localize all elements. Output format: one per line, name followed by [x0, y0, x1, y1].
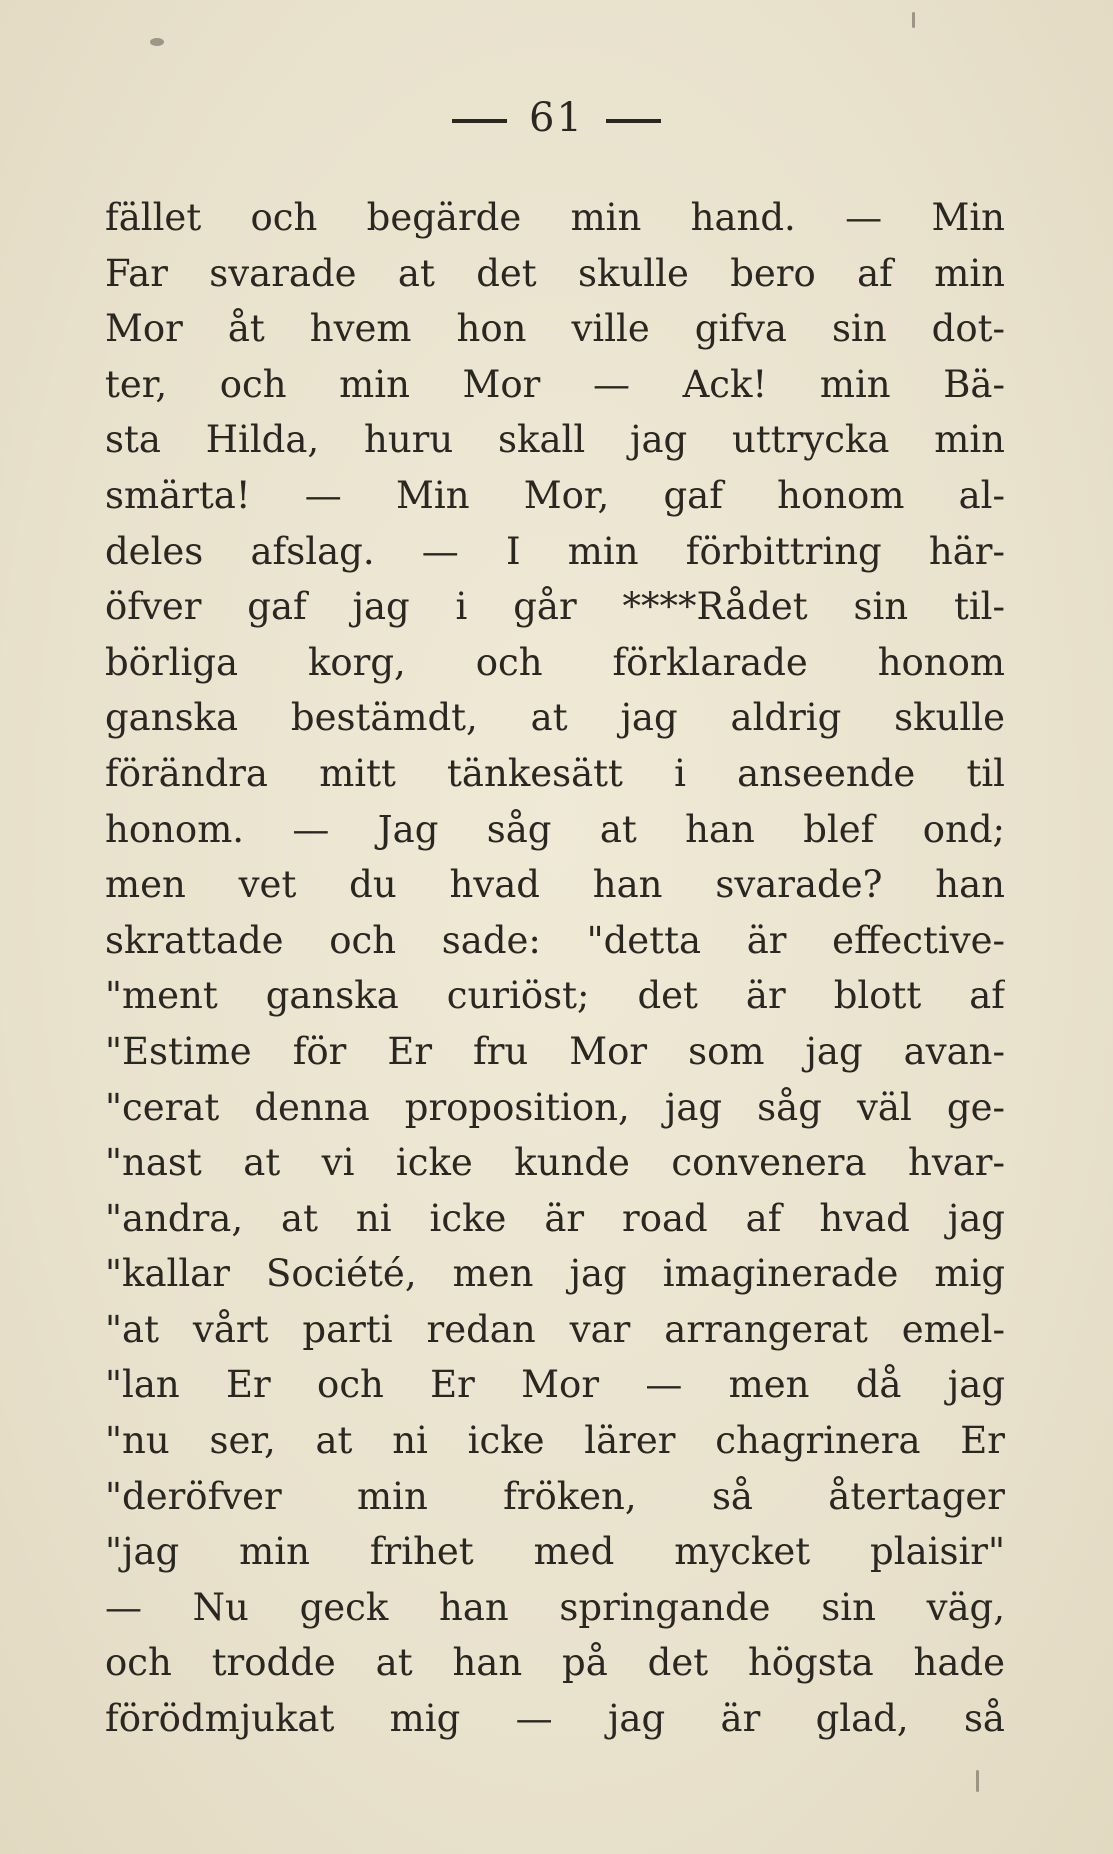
text-line: börliga korg, och förklarade honom	[105, 640, 1005, 684]
text-line: förändra mitt tänkesätt i anseende til	[105, 751, 1005, 795]
text-line: ganska bestämdt, at jag aldrig skulle	[105, 696, 1005, 740]
ink-spot	[976, 1770, 979, 1792]
ink-spot	[150, 38, 164, 46]
text-line: "kallar Société, men jag imaginerade mig	[105, 1252, 1005, 1296]
text-line: sta Hilda, huru skall jag uttrycka min	[105, 418, 1005, 462]
page-number: 61	[529, 95, 584, 141]
header-dash-right	[606, 119, 661, 123]
body-text	[105, 190, 1005, 1747]
text-line: ter, och min Mor — Ack! min Bä-	[105, 362, 1005, 406]
text-line: Mor åt hvem hon ville gifva sin dot-	[105, 307, 1005, 351]
text-line: honom. — Jag såg at han blef ond;	[105, 807, 1005, 851]
text-line: "Estime för Er fru Mor som jag avan-	[105, 1029, 1005, 1073]
header-dash-left	[452, 119, 507, 123]
text-line: "deröfver min fröken, så återtager	[105, 1474, 1005, 1518]
ink-spot	[912, 12, 915, 28]
text-line: "lan Er och Er Mor — men då jag	[105, 1363, 1005, 1407]
page-header	[0, 95, 1113, 141]
text-line: "nu ser, at ni icke lärer chagrinera Er	[105, 1419, 1005, 1463]
text-line: "ment ganska curiöst; det är blott af	[105, 974, 1005, 1018]
text-line: deles afslag. — I min förbittring här-	[105, 529, 1005, 573]
text-line: "nast at vi icke kunde convenera hvar-	[105, 1141, 1005, 1185]
text-line: skrattade och sade: "detta är effective-	[105, 918, 1005, 962]
text-line: förödmjukat mig — jag är glad, så	[105, 1697, 1005, 1741]
text-line: — Nu geck han springande sin väg,	[105, 1585, 1005, 1629]
text-line: Far svarade at det skulle bero af min	[105, 251, 1005, 295]
text-line: fället och begärde min hand. — Min	[105, 196, 1005, 239]
text-line: "at vårt parti redan var arrangerat emel-	[105, 1307, 1005, 1351]
text-line: men vet du hvad han svarade? han	[105, 863, 1005, 907]
text-line: och trodde at han på det högsta hade	[105, 1641, 1005, 1685]
text-line: "jag min frihet med mycket plaisir"	[105, 1530, 1005, 1574]
text-line: "cerat denna proposition, jag såg väl ge-	[105, 1085, 1005, 1129]
text-line: "andra, at ni icke är road af hvad jag	[105, 1196, 1005, 1240]
text-line: öfver gaf jag i går ****Rådet sin til-	[105, 585, 1005, 629]
text-line: smärta! — Min Mor, gaf honom al-	[105, 473, 1005, 517]
